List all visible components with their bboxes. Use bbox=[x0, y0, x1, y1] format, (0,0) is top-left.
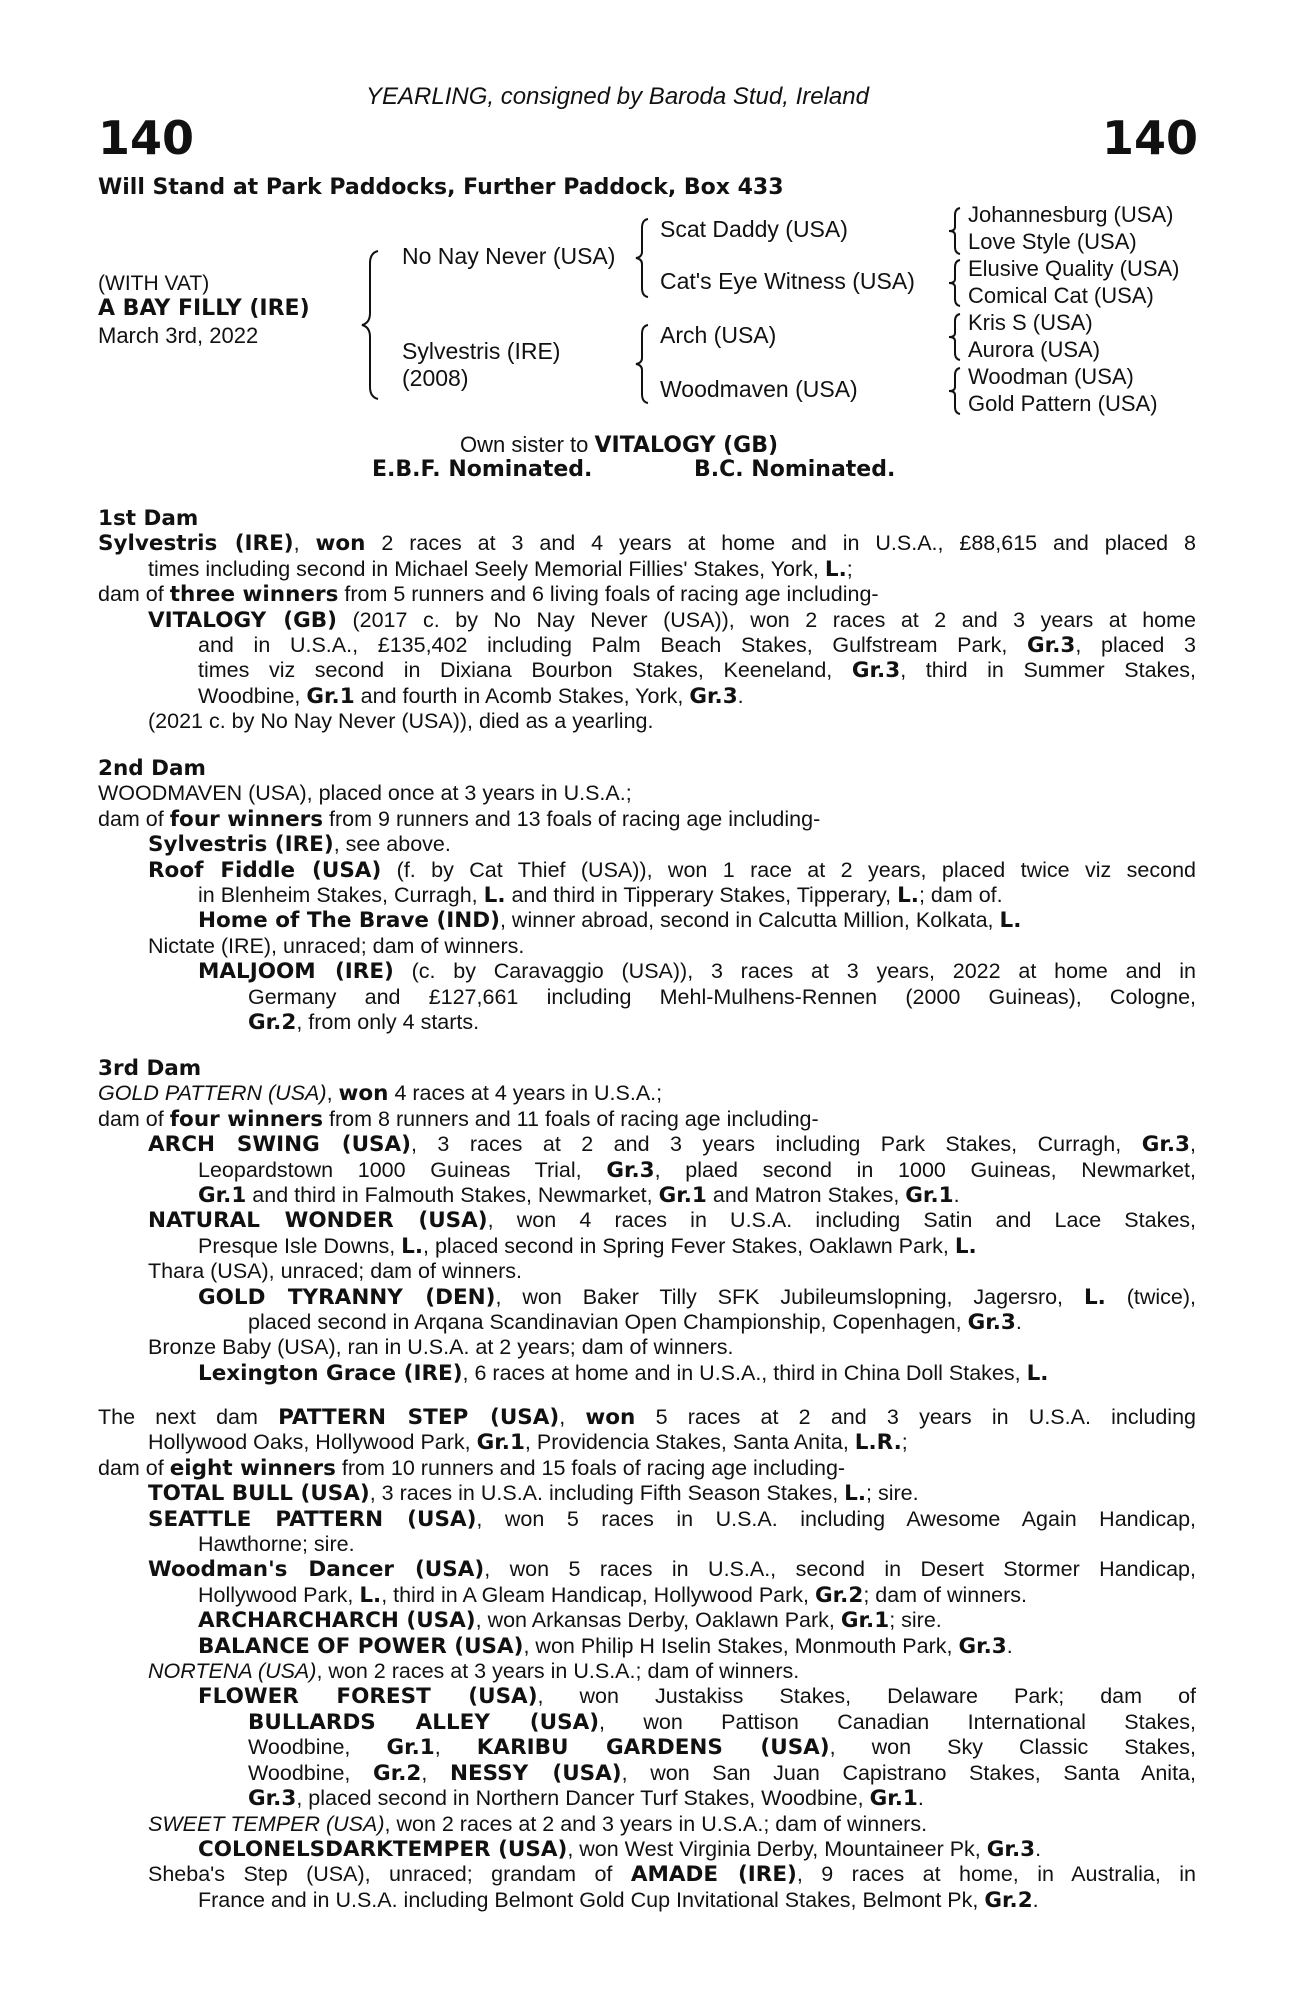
text-line bbox=[98, 608, 1196, 633]
plain-text: dam of bbox=[98, 1455, 170, 1480]
text-line bbox=[98, 1010, 1196, 1035]
text-line bbox=[98, 1481, 1196, 1506]
plain-text: (2021 c. by No Nay Never (USA)), died as a yearling. bbox=[148, 709, 654, 734]
plain-text: , 6 races at home and in U.S.A., third in China Doll Stakes, bbox=[462, 1360, 1027, 1385]
plain-text: , bbox=[293, 531, 316, 556]
plain-text: . bbox=[1006, 1633, 1013, 1658]
plain-text: ; bbox=[901, 1430, 908, 1455]
plain-text: Leopardstown 1000 Guineas Trial, bbox=[198, 1157, 607, 1182]
pedigree-brace-main bbox=[360, 245, 390, 405]
bold-text: L. bbox=[824, 556, 847, 582]
plain-text: and Matron Stakes, bbox=[706, 1183, 906, 1208]
bold-text: Gr.1 bbox=[198, 1183, 247, 1209]
text-line bbox=[98, 858, 1196, 883]
bold-text: L. bbox=[359, 1582, 382, 1608]
bold-text: Gr.1 bbox=[840, 1608, 890, 1634]
text-line bbox=[98, 1132, 1196, 1157]
text-line bbox=[98, 1405, 1196, 1430]
bold-text: Woodman's Dancer (USA) bbox=[148, 1557, 485, 1583]
plain-text: , placed second in Northern Dancer Turf Stakes, Woodbine, bbox=[296, 1786, 870, 1811]
text-line bbox=[98, 1583, 1196, 1608]
bold-text: won bbox=[315, 531, 366, 557]
plain-text: , see above. bbox=[333, 832, 451, 857]
plain-text: . bbox=[1032, 1887, 1039, 1912]
horse-name: A BAY FILLY (IRE) bbox=[98, 296, 310, 321]
bold-text: L. bbox=[999, 908, 1022, 934]
bold-text: Gr.2 bbox=[373, 1760, 422, 1786]
third-dam-section bbox=[98, 1056, 1196, 1386]
text-line bbox=[98, 1634, 1196, 1659]
text-line bbox=[98, 557, 1196, 582]
plain-text: , 3 races in U.S.A. including Fifth Season Stakes, bbox=[369, 1481, 845, 1506]
plain-text: dam of bbox=[98, 582, 170, 607]
pedigree-brace-g3 bbox=[946, 312, 962, 362]
pedigree-dam-year: (2008) bbox=[402, 365, 469, 391]
text-line bbox=[98, 709, 1196, 734]
bold-text: won bbox=[585, 1405, 636, 1430]
bold-text: ARCHARCHARCH (USA) bbox=[198, 1608, 476, 1634]
ebf-nominated: E.B.F. Nominated. bbox=[372, 457, 593, 482]
first-dam-title: 1st Dam bbox=[98, 506, 199, 531]
bold-text: Gr.1 bbox=[869, 1786, 918, 1812]
text-line bbox=[98, 1183, 1196, 1208]
second-dam-title: 2nd Dam bbox=[98, 756, 206, 781]
plain-text: . bbox=[917, 1786, 924, 1811]
plain-text: , won Arkansas Derby, Oaklawn Park, bbox=[475, 1608, 841, 1633]
plain-text: , 3 races at 2 and 3 years including Park Stakes, Curragh, bbox=[410, 1132, 1142, 1157]
text-line bbox=[98, 1557, 1196, 1582]
bold-text: Gr.1 bbox=[905, 1183, 954, 1209]
text-line bbox=[98, 1761, 1196, 1786]
foaled-date: March 3rd, 2022 bbox=[98, 323, 259, 348]
text-line bbox=[98, 1361, 1196, 1386]
own-sister-note bbox=[460, 432, 778, 458]
plain-text: Nictate (IRE), unraced; dam of winners. bbox=[148, 933, 525, 958]
bold-text: Gr.1 bbox=[386, 1735, 435, 1761]
bold-text: L. bbox=[1083, 1284, 1106, 1310]
text-line bbox=[98, 934, 1196, 959]
plain-text: times including second in Michael Seely Memorial Fillies' Stakes, York, bbox=[148, 556, 825, 581]
own-sister-name: VITALOGY (GB) bbox=[594, 433, 779, 458]
plain-text: , won 2 races at 2 and 3 years in U.S.A.; dam of winners. bbox=[384, 1811, 928, 1836]
plain-text: , bbox=[559, 1405, 586, 1429]
stand-location: Will Stand at Park Paddocks, Further Paddock, Box 433 bbox=[98, 175, 784, 200]
bold-text: four winners bbox=[169, 806, 324, 832]
bold-text: won bbox=[338, 1081, 389, 1107]
bold-text: Gr.3 bbox=[248, 1786, 297, 1812]
text-line bbox=[98, 1507, 1196, 1532]
bold-text: L. bbox=[954, 1233, 977, 1259]
bold-text: Gr.1 bbox=[476, 1430, 525, 1456]
plain-text: Bronze Baby (USA), ran in U.S.A. at 2 years; dam of winners. bbox=[148, 1335, 734, 1360]
plain-text: France and in U.S.A. including Belmont Gold Cup Invitational Stakes, Belmont Pk, bbox=[198, 1887, 985, 1912]
plain-text: , won Baker Tilly SFK Jubileumslopning, Jagersro, bbox=[495, 1284, 1084, 1309]
text-line bbox=[98, 832, 1196, 857]
text-line bbox=[98, 1285, 1196, 1310]
plain-text: , bbox=[1190, 1132, 1196, 1157]
plain-text: , won 4 races in U.S.A. including Satin and Lace Stakes, bbox=[487, 1208, 1197, 1233]
text-line bbox=[98, 985, 1196, 1010]
plain-text: from 8 runners and 11 foals of racing age including- bbox=[323, 1106, 819, 1131]
plain-text: WOODMAVEN (USA), placed once at 3 years in U.S.A.; bbox=[98, 781, 632, 806]
bold-text: L. bbox=[401, 1233, 424, 1259]
plain-text: Thara (USA), unraced; dam of winners. bbox=[148, 1259, 523, 1284]
bold-text: Gr.3 bbox=[1141, 1132, 1191, 1158]
third-dam-title: 3rd Dam bbox=[98, 1056, 202, 1081]
plain-text: , bbox=[434, 1735, 477, 1760]
text-line bbox=[98, 1812, 1196, 1837]
text-line bbox=[98, 1862, 1196, 1887]
plain-text: , placed second in Spring Fever Stakes, Oaklawn Park, bbox=[423, 1233, 955, 1258]
plain-text: . bbox=[1015, 1310, 1022, 1335]
plain-text: , won 5 races in U.S.A., second in Desert Stormer Handicap, bbox=[484, 1557, 1196, 1582]
bc-nominated: B.C. Nominated. bbox=[694, 457, 896, 482]
plain-text: and fourth in Acomb Stakes, York, bbox=[354, 683, 690, 708]
plain-text: dam of bbox=[98, 1106, 170, 1131]
text-line bbox=[98, 959, 1196, 984]
bold-text: Gr.1 bbox=[658, 1183, 707, 1209]
plain-text: , 9 races at home, in Australia, in bbox=[796, 1862, 1196, 1887]
plain-text: Presque Isle Downs, bbox=[198, 1233, 402, 1258]
text-line bbox=[98, 1837, 1196, 1862]
text-line bbox=[98, 633, 1196, 658]
plain-text: , bbox=[421, 1760, 450, 1785]
bold-text: VITALOGY (GB) bbox=[148, 607, 337, 633]
italic-text: GOLD PATTERN (USA) bbox=[98, 1081, 327, 1106]
plain-text: , won Pattison Canadian International Stakes, bbox=[599, 1709, 1196, 1734]
text-line bbox=[98, 1735, 1196, 1760]
plain-text: Hollywood Oaks, Hollywood Park, bbox=[148, 1430, 477, 1455]
bold-text: KARIBU GARDENS (USA) bbox=[476, 1735, 830, 1761]
plain-text: The next dam bbox=[98, 1405, 279, 1429]
bold-text: GOLD TYRANNY (DEN) bbox=[198, 1284, 496, 1310]
plain-text: 5 races at 2 and 3 years in U.S.A. including bbox=[635, 1405, 1196, 1429]
bold-text: Gr.3 bbox=[689, 683, 738, 709]
bold-text: three winners bbox=[169, 582, 339, 608]
bold-text: FLOWER FOREST (USA) bbox=[198, 1684, 538, 1710]
italic-text: SWEET TEMPER (USA) bbox=[148, 1811, 385, 1836]
bold-text: Sylvestris (IRE) bbox=[148, 832, 334, 858]
text-line bbox=[98, 1684, 1196, 1709]
pedigree-g5: Kris S (USA) bbox=[968, 310, 1093, 335]
plain-text: (c. by Caravaggio (USA)), 3 races at 3 years, 2022 at home and in bbox=[393, 959, 1197, 984]
plain-text: , plaed second in 1000 Guineas, Newmarket, bbox=[654, 1157, 1196, 1182]
plain-text: , won Philip H Iselin Stakes, Monmouth Park, bbox=[523, 1633, 959, 1658]
plain-text: , third in A Gleam Handicap, Hollywood Park, bbox=[381, 1582, 815, 1607]
pedigree-sire-dam: Cat's Eye Witness (USA) bbox=[660, 268, 915, 294]
text-line bbox=[98, 582, 1196, 607]
bold-text: TOTAL BULL (USA) bbox=[148, 1481, 370, 1507]
text-line bbox=[98, 781, 1196, 806]
plain-text: times viz second in Dixiana Bourbon Stakes, Keeneland, bbox=[198, 658, 852, 683]
bold-text: Lexington Grace (IRE) bbox=[198, 1360, 463, 1386]
bold-text: ARCH SWING (USA) bbox=[148, 1132, 411, 1158]
pedigree-g7: Woodman (USA) bbox=[968, 364, 1134, 389]
pedigree-dam-dam: Woodmaven (USA) bbox=[660, 376, 858, 402]
plain-text: , won Sky Classic Stakes, bbox=[829, 1735, 1197, 1760]
plain-text: , third in Summer Stakes, bbox=[900, 658, 1196, 683]
plain-text: . bbox=[953, 1183, 960, 1208]
next-dam-section bbox=[98, 1405, 1196, 1913]
plain-text: ; dam of. bbox=[918, 883, 1003, 908]
plain-text: . bbox=[1035, 1836, 1042, 1861]
text-line bbox=[98, 807, 1196, 832]
plain-text: . bbox=[737, 683, 744, 708]
plain-text: , won West Virginia Derby, Mountaineer Pk, bbox=[567, 1836, 987, 1861]
lot-number-left: 140 bbox=[98, 111, 195, 165]
bold-text: Gr.2 bbox=[984, 1887, 1033, 1913]
plain-text: Woodbine, bbox=[248, 1760, 374, 1785]
bold-text: NESSY (USA) bbox=[449, 1760, 622, 1786]
bold-text: four winners bbox=[169, 1106, 324, 1132]
bold-text: Gr.3 bbox=[958, 1633, 1007, 1659]
plain-text: ; sire. bbox=[889, 1608, 942, 1633]
bold-text: PATTERN STEP (USA) bbox=[278, 1405, 560, 1430]
text-line bbox=[98, 1659, 1196, 1684]
text-line bbox=[98, 1888, 1196, 1913]
bold-text: NATURAL WONDER (USA) bbox=[148, 1208, 488, 1234]
text-line bbox=[98, 1158, 1196, 1183]
plain-text: in Blenheim Stakes, Curragh, bbox=[198, 883, 484, 908]
text-line bbox=[98, 1107, 1196, 1132]
text-line bbox=[98, 1310, 1196, 1335]
plain-text: Woodbine, bbox=[248, 1735, 387, 1760]
plain-text: (2017 c. by No Nay Never (USA)), won 2 races at 2 and 3 years at home bbox=[336, 607, 1196, 632]
bold-text: Gr.2 bbox=[248, 1010, 297, 1036]
plain-text: Hollywood Park, bbox=[198, 1582, 360, 1607]
pedigree-g6: Aurora (USA) bbox=[968, 337, 1101, 362]
plain-text: , placed 3 bbox=[1075, 633, 1196, 658]
plain-text: , won Justakiss Stakes, Delaware Park; dam of bbox=[537, 1684, 1196, 1709]
plain-text: 2 races at 3 and 4 years at home and in U.S.A., £88,615 and placed 8 bbox=[365, 531, 1196, 556]
plain-text: Germany and £127,661 including Mehl-Mulhens-Rennen (2000 Guineas), Cologne, bbox=[248, 984, 1196, 1009]
pedigree-sire-sire: Scat Daddy (USA) bbox=[660, 216, 848, 242]
bold-text: eight winners bbox=[169, 1455, 336, 1481]
second-dam-section bbox=[98, 756, 1196, 1035]
text-line bbox=[98, 1081, 1196, 1106]
pedigree-brace-g1 bbox=[946, 206, 962, 256]
text-line bbox=[98, 883, 1196, 908]
bold-text: Gr.3 bbox=[851, 658, 901, 684]
plain-text: dam of bbox=[98, 806, 170, 831]
plain-text: ; dam of winners. bbox=[863, 1582, 1028, 1607]
pedigree-dam-sire: Arch (USA) bbox=[660, 322, 777, 348]
pedigree-brace-g4 bbox=[946, 366, 962, 416]
plain-text: , bbox=[326, 1081, 339, 1106]
plain-text: ; sire. bbox=[866, 1481, 919, 1506]
bold-text: Gr.3 bbox=[606, 1157, 655, 1183]
pedigree-sire: No Nay Never (USA) bbox=[402, 243, 616, 269]
plain-text: , won 5 races in U.S.A. including Awesome Again Handicap, bbox=[476, 1506, 1196, 1531]
bold-text: SEATTLE PATTERN (USA) bbox=[148, 1506, 477, 1532]
plain-text: and third in Falmouth Stakes, Newmarket, bbox=[246, 1183, 659, 1208]
plain-text: Woodbine, bbox=[198, 683, 307, 708]
text-line bbox=[98, 1234, 1196, 1259]
bold-text: Gr.3 bbox=[967, 1310, 1016, 1336]
italic-text: NORTENA (USA) bbox=[148, 1659, 317, 1684]
bold-text: Roof Fiddle (USA) bbox=[148, 857, 382, 883]
consignment-line: YEARLING, consigned by Baroda Stud, Ireland bbox=[366, 83, 869, 110]
text-line bbox=[98, 531, 1196, 556]
text-line bbox=[98, 1208, 1196, 1233]
plain-text: , Providencia Stakes, Santa Anita, bbox=[524, 1430, 855, 1455]
pedigree-brace-dam bbox=[630, 322, 652, 406]
plain-text: , won 2 races at 3 years in U.S.A.; dam of winners. bbox=[316, 1659, 800, 1684]
bold-text: COLONELSDARKTEMPER (USA) bbox=[198, 1836, 568, 1862]
plain-text: from 5 runners and 6 living foals of racing age including- bbox=[338, 582, 879, 607]
text-line bbox=[98, 658, 1196, 683]
bold-text: Gr.1 bbox=[306, 683, 355, 709]
plain-text: ; bbox=[846, 556, 853, 581]
bold-text: L. bbox=[897, 883, 919, 909]
own-sister-prefix: Own sister to bbox=[460, 432, 595, 457]
vat-note: (WITH VAT) bbox=[98, 272, 210, 295]
plain-text: , from only 4 starts. bbox=[296, 1010, 480, 1035]
bold-text: Gr.3 bbox=[986, 1836, 1036, 1862]
first-dam-section bbox=[98, 506, 1196, 735]
text-line bbox=[98, 684, 1196, 709]
plain-text: from 9 runners and 13 foals of racing age including- bbox=[323, 806, 821, 831]
text-line bbox=[98, 1532, 1196, 1557]
plain-text: and in U.S.A., £135,402 including Palm Beach Stakes, Gulfstream Park, bbox=[198, 633, 1028, 658]
bold-text: BULLARDS ALLEY (USA) bbox=[248, 1709, 600, 1735]
pedigree-g3: Elusive Quality (USA) bbox=[968, 256, 1180, 281]
bold-text: L. bbox=[844, 1481, 867, 1507]
text-line bbox=[98, 1335, 1196, 1360]
bold-text: Home of The Brave (IND) bbox=[198, 908, 500, 934]
plain-text: 4 races at 4 years in U.S.A.; bbox=[388, 1081, 663, 1106]
plain-text: Sheba's Step (USA), unraced; grandam of bbox=[148, 1862, 631, 1887]
text-line bbox=[98, 1786, 1196, 1811]
bold-text: Gr.2 bbox=[815, 1582, 864, 1608]
plain-text: , winner abroad, second in Calcutta Million, Kolkata, bbox=[499, 908, 1000, 933]
plain-text: from 10 runners and 15 foals of racing age including- bbox=[335, 1455, 846, 1480]
pedigree-g2: Love Style (USA) bbox=[968, 229, 1137, 254]
plain-text: placed second in Arqana Scandinavian Open Championship, Copenhagen, bbox=[248, 1310, 968, 1335]
text-line bbox=[98, 1430, 1196, 1455]
bold-text: MALJOOM (IRE) bbox=[198, 959, 394, 985]
bold-text: L. bbox=[483, 883, 506, 909]
plain-text: Hawthorne; sire. bbox=[198, 1532, 355, 1557]
pedigree-g1: Johannesburg (USA) bbox=[968, 202, 1174, 227]
bold-text: L. bbox=[1026, 1360, 1049, 1386]
bold-text: Gr.3 bbox=[1027, 633, 1076, 659]
pedigree-brace-g2 bbox=[946, 258, 962, 308]
text-line bbox=[98, 1259, 1196, 1284]
bold-text: Sylvestris (IRE) bbox=[98, 531, 294, 557]
bold-text: L.R. bbox=[854, 1430, 902, 1456]
text-line bbox=[98, 908, 1196, 933]
bold-text: BALANCE OF POWER (USA) bbox=[198, 1633, 524, 1659]
pedigree-g8: Gold Pattern (USA) bbox=[968, 391, 1158, 416]
plain-text: , won San Juan Capistrano Stakes, Santa Anita, bbox=[621, 1760, 1196, 1785]
bold-text: AMADE (IRE) bbox=[630, 1862, 797, 1888]
plain-text: (f. by Cat Thief (USA)), won 1 race at 2 years, placed twice viz second bbox=[381, 857, 1197, 882]
pedigree-brace-sire bbox=[630, 216, 652, 300]
text-line bbox=[98, 1608, 1196, 1633]
pedigree-dam: Sylvestris (IRE) bbox=[402, 338, 561, 364]
pedigree-g4: Comical Cat (USA) bbox=[968, 283, 1154, 308]
lot-number-right: 140 bbox=[1101, 111, 1198, 165]
plain-text: and third in Tipperary Stakes, Tipperary, bbox=[505, 883, 898, 908]
text-line bbox=[98, 1710, 1196, 1735]
text-line bbox=[98, 1456, 1196, 1481]
plain-text: (twice), bbox=[1105, 1284, 1196, 1309]
